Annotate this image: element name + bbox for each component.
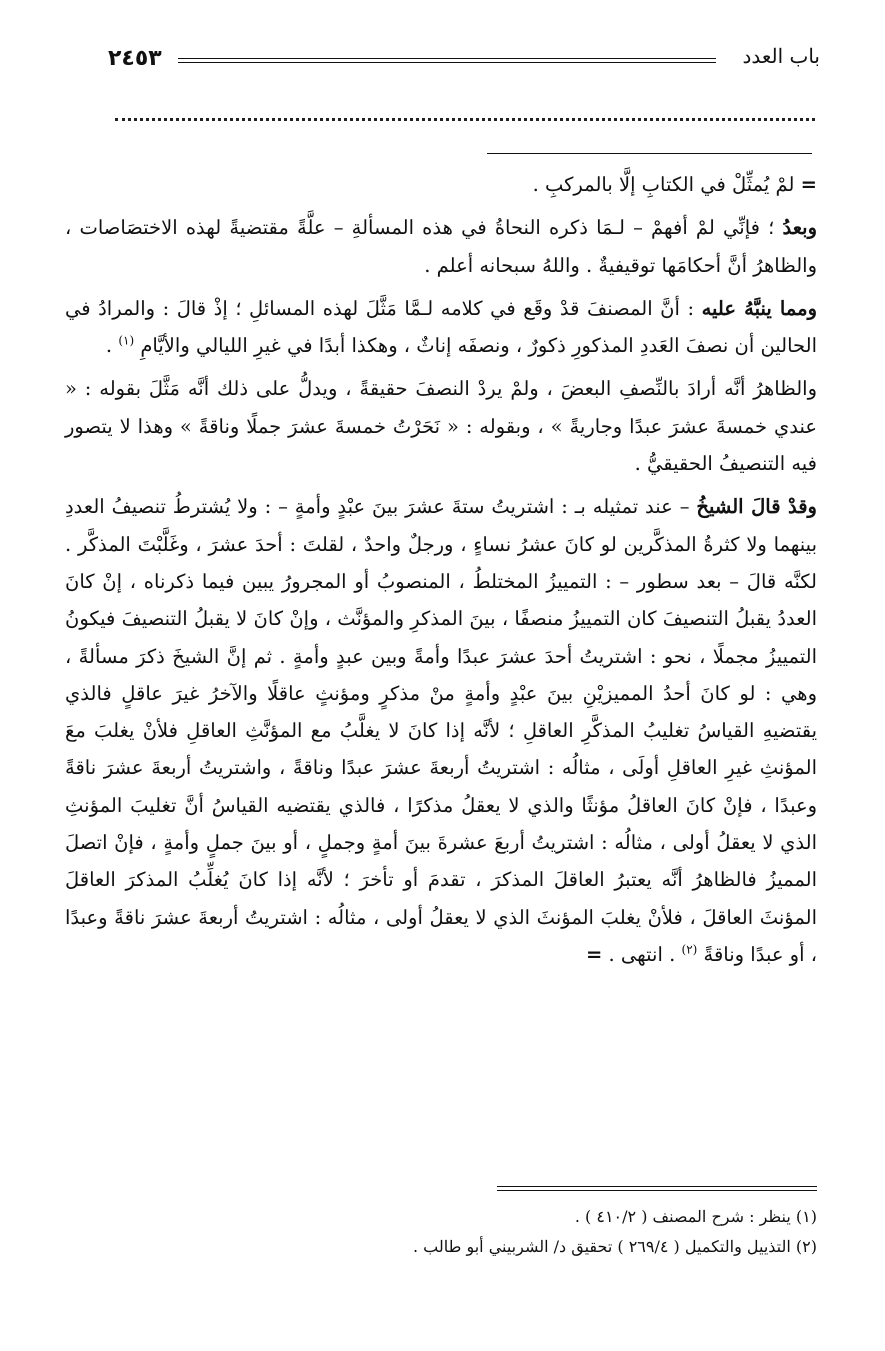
footnote-ref-1[interactable]: (١) bbox=[118, 333, 135, 348]
chapter-title: باب العدد bbox=[742, 44, 820, 68]
continuation-mark: = bbox=[585, 942, 603, 966]
top-short-rule bbox=[487, 153, 812, 154]
main-text bbox=[65, 166, 817, 979]
paragraph-tanbih bbox=[65, 290, 817, 365]
paragraph-tail: . انتهى . bbox=[608, 942, 682, 966]
running-header bbox=[108, 44, 820, 80]
footnote-1: (١) ينظر : شرح المصنف ( ٤١٠/٢ ) . bbox=[574, 1207, 817, 1226]
paragraph-lead: وقدْ قالَ الشيخُ bbox=[696, 495, 817, 519]
paragraph-lead: ومما ينبَّهُ عليه bbox=[701, 296, 817, 320]
footnotes bbox=[65, 1202, 817, 1262]
footnote-2: (٢) التذييل والتكميل ( ٢٦٩/٤ ) تحقيق د/ الشربيني أبو طالب . bbox=[412, 1237, 817, 1256]
paragraph-continuation bbox=[65, 166, 817, 203]
footnote-rule bbox=[497, 1186, 817, 1191]
paragraph-text: : أنَّ المصنفَ قدْ وقَع في كلامه لـمَّا مَثَّلَ لهذه المسائلِ ؛ إذْ قالَ : والمرادُ في الحالين أن نصفَ العَددِ المذكورِ ذكورٌ ، ونصفَه إناثٌ ، وهكذا أبدًا في غيرِ الليالي والأيَّامِ bbox=[65, 296, 817, 358]
paragraph-text: لمْ يُمثِّلْ في الكتابِ إلَّا بالمركبِ . bbox=[532, 173, 795, 196]
paragraph-wabaad bbox=[65, 209, 817, 284]
paragraph-shaykh bbox=[65, 488, 817, 973]
footnote-ref-2[interactable]: (٢) bbox=[681, 942, 698, 957]
paragraph-zahir bbox=[65, 370, 817, 482]
header-rule bbox=[178, 58, 716, 63]
page-number: ٢٤٥٣ bbox=[108, 46, 162, 71]
paragraph-text: ؛ فإنِّي لمْ أفهمْ – لـمَا ذكره النحاةُ في هذه المسألةِ – علَّةً مقتضيةً لهذه الاختصَاصات ، والظاهرُ أنَّ أحكامَها توقيفيةٌ . واللهُ سبحانه أعلم . bbox=[65, 216, 817, 277]
dotted-separator bbox=[115, 118, 815, 121]
paragraph-tail: . bbox=[105, 334, 119, 358]
continuation-mark: = bbox=[800, 173, 817, 196]
paragraph-text: – عند تمثيله بـ : اشتريتُ ستةَ عشرَ بينَ عبْدٍ وأمةٍ – : ولا يُشترطُ تنصيفُ العددِ بينهما ولا كثرةُ المذكَّرين لو كانَ عشرُ نساءٍ ، ورجلٌ واحدٌ ، لقلتَ : أحدَ عشرَ ، وغَلَّبْتَ المذكَّر . لكنَّه قالَ – بعد سطور – : التمييزُ المختلطُ ، المنصوبُ أو المجرورُ يبين فيما ذكرناه ، إنْ كانَ العددُ يقبلُ التنصيفَ كان التمييزُ منصفًا ، بينَ المذكرِ والمؤنَّث ، وإنْ كانَ لا يقبلُ التنصيفَ فيكونُ التمييزُ مجملًا ، نحو : اشتريتُ أحدَ عشرَ عبدًا وأمةً وبين عبدٍ وأمةٍ . ثم إنَّ الشيخَ ذكرَ مسألةً ، وهي : لو كانَ أحدُ المميزيْنِ بينَ عبْدٍ وأمةٍ منْ مذكرٍ ومؤنثٍ عاقلًا والآخرُ غيرَ عاقلٍ فالذي يقتضيهِ القياسُ تغليبُ المذكَّرِ العاقلِ ؛ لأنَّه إذا كانَ لا يغلَّبُ مع المؤنَّثِ العاقلِ فلأنْ يغلبَ معَ المؤنثِ غيرِ العاقلِ أولَى ، مثالُه : اشتريتُ أربعةَ عشرَ عبدًا وناقةً ، واشتريتُ أربعةَ عشرَ ناقةً وعبدًا ، فإنْ كانَ العاقلُ مؤنثًا والذي لا يعقلُ مذكرًا ، فالذي يقتضيه القياسُ أنَّ تغليبَ المؤنثِ الذي لا يعقلُ أولى ، مثالُه : اشتريتُ أربعَ عشرةَ بينَ أمةٍ وجملٍ ، أو بينَ جملٍ وأمةٍ ، فإنْ اتصلَ المميزُ فالظاهرُ أنَّه يعتبرُ العاقلَ المذكرَ ، تقدمَ أو تأخرَ ؛ لأنَّه إذا كانَ يُغلِّبُ المذكرَ العاقلَ المؤنثَ العاقلَ ، فلأنْ يغلبَ المؤنثَ الذي لا يعقلُ أولى ، مثالُه : اشتريتُ أربعةَ عشرَ ناقةً وعبدًا ، أو عبدًا وناقةً bbox=[65, 495, 817, 966]
paragraph-text: والظاهرُ أنَّه أرادَ بالنِّصفِ البعضَ ، ولمْ يردْ النصفَ حقيقةً ، ويدلُّ على ذلك أنَّه مَثَّلَ بقوله : « عندي خمسةَ عشرَ عبدًا وجاريةً » ، وبقوله : « نَحَرْتُ خمسةَ عشرَ جملًا وناقةً » وهذا لا يتصور فيه التنصيفُ الحقيقيُّ . bbox=[65, 377, 817, 476]
paragraph-lead: وبعدُ bbox=[782, 216, 817, 240]
